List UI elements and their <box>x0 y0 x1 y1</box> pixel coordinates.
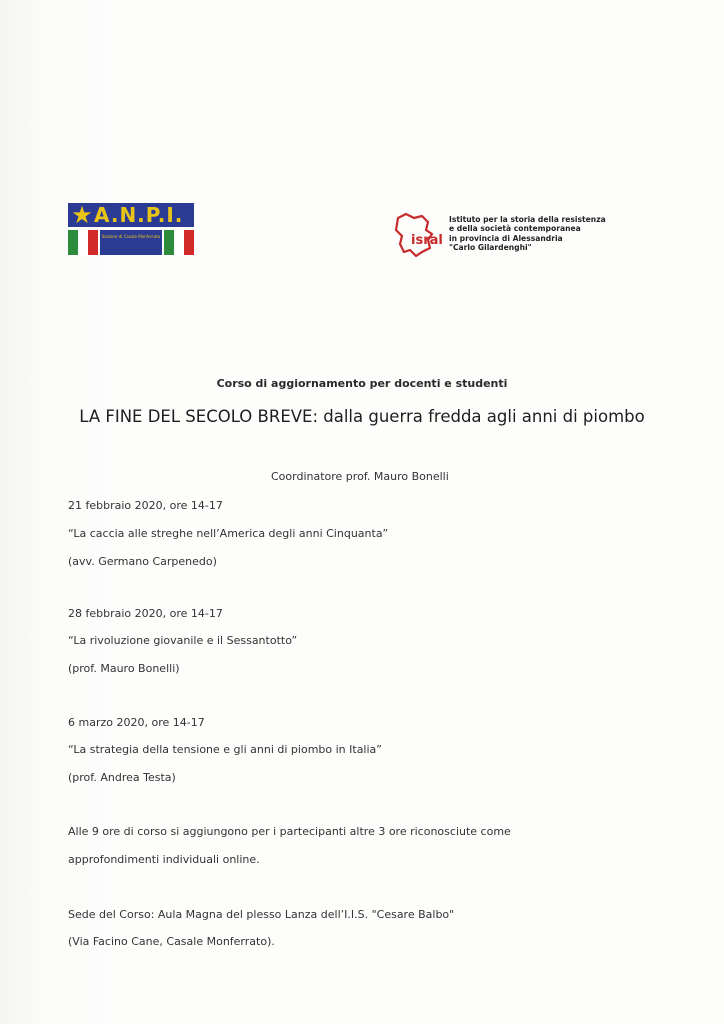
session-date: 6 marzo 2020, ore 14-17 <box>68 716 205 729</box>
isral-line: in provincia di Alessandria <box>449 233 563 243</box>
isral-logo <box>392 210 632 260</box>
session-topic: “La strategia della tensione e gli anni di piombo in Italia” <box>68 743 382 756</box>
course-coordinator: Coordinatore prof. Mauro Bonelli <box>271 470 449 483</box>
session-speaker: (avv. Germano Carpenedo) <box>68 555 217 568</box>
session-date: 28 febbraio 2020, ore 14-17 <box>68 607 223 620</box>
session-topic: “La caccia alle streghe nell’America degli anni Cinquanta” <box>68 527 389 540</box>
italian-flag-icon <box>68 230 98 255</box>
course-subtitle: Corso di aggiornamento per docenti e studenti <box>216 377 508 390</box>
venue-note: Sede del Corso: Aula Magna del plesso Lanza dell’I.I.S. "Cesare Balbo" <box>68 908 455 921</box>
hours-note: approfondimenti individuali online. <box>68 853 260 866</box>
anpi-logo <box>68 203 194 255</box>
session-speaker: (prof. Mauro Bonelli) <box>68 662 180 675</box>
session-date: 21 febbraio 2020, ore 14-17 <box>68 499 223 512</box>
course-title: LA FINE DEL SECOLO BREVE: dalla guerra fredda agli anni di piombo <box>79 407 645 426</box>
anpi-logo-subtitle: Sezione di Casale Monferrato <box>100 230 162 255</box>
anpi-logo-text: A.N.P.I. <box>94 203 184 227</box>
isral-line: "Carlo Gilardenghi" <box>449 242 532 252</box>
session-speaker: (prof. Andrea Testa) <box>68 771 176 784</box>
hours-note: Alle 9 ore di corso si aggiungono per i partecipanti altre 3 ore riconosciute come <box>68 825 511 838</box>
venue-note: (Via Facino Cane, Casale Monferrato). <box>68 935 275 948</box>
isral-line: e della società contemporanea <box>449 224 581 234</box>
star-icon: ★ <box>71 201 93 229</box>
anpi-logo-banner <box>68 203 194 227</box>
isral-logo-wordmark: isral <box>411 233 443 248</box>
isral-logo-text <box>449 215 639 252</box>
italian-flag-icon <box>164 230 194 255</box>
session-topic: “La rivoluzione giovanile e il Sessantotto” <box>68 634 298 647</box>
isral-line: Istituto per la storia della resistenza <box>449 215 606 224</box>
anpi-logo-flags <box>68 230 194 255</box>
